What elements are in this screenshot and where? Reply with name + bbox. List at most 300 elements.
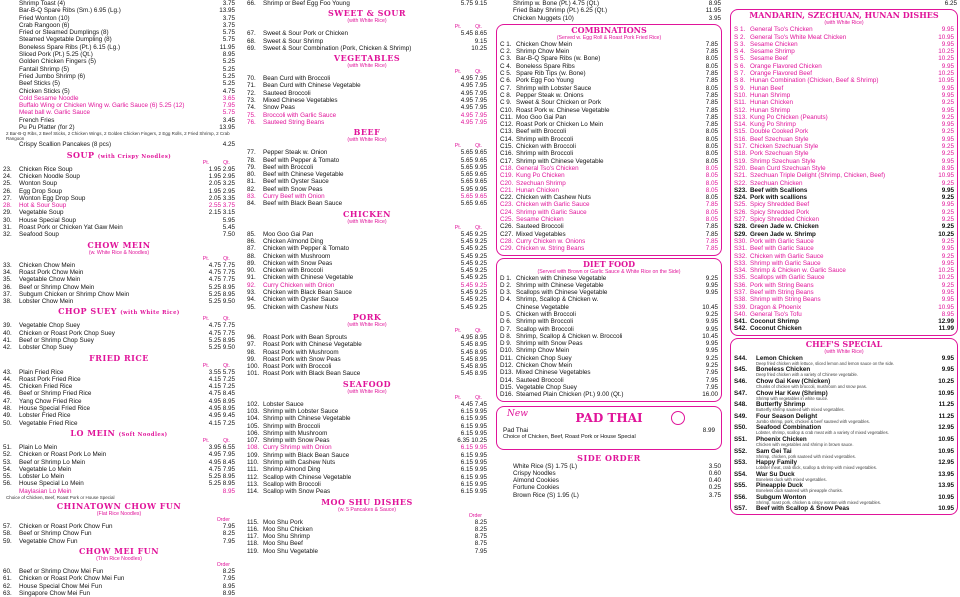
item-price: 7.85 [705,230,718,238]
item-name: Roast Pork with Snow Peas [263,355,341,363]
item-price: 4.75 7.75 [208,261,235,269]
item-price: 5.45 8.95 [460,348,487,356]
item-price: 4.95 7.95 [460,118,487,126]
menu-item [0,405,238,412]
item-name: Shrimp with Mushroom [263,429,328,437]
menu-item [0,583,238,590]
item-num: S28. [734,223,747,231]
item-name: Beef with Broccoli [516,128,567,136]
item-num: 32. [3,231,12,239]
item-num: 83. [247,193,256,201]
item-price: 5.25 [222,80,235,88]
item-price: 4.95 7.95 [460,82,487,90]
menu-item [731,318,957,325]
item-price: 9.95 [941,296,954,304]
item-num: 58. [3,530,12,538]
chow-mein-list [0,262,238,306]
item-price: 7.85 [705,106,718,114]
item-num: C27. [500,230,514,238]
item-name: Vegetable Chow Mein [19,276,81,284]
item-price: 3.45 [222,116,235,124]
item-name: Happy Family [756,459,797,467]
item-name: Curry Chicken with Onion [263,281,335,289]
section-heading-combinations: COMBINATIONS [571,24,647,35]
item-name: Boneless Chicken [756,366,811,374]
menu-item [731,85,957,92]
item-name: Sesame Beef [750,55,788,63]
item-num: 48. [3,405,12,413]
menu-item [497,311,721,318]
item-price: 9.25 [941,237,954,245]
item-price: 13.95 [219,7,235,15]
item-name: Vegetable Chow Fun [19,537,78,545]
item-price: 9.25 [941,252,954,260]
item-name: Steamed Plain Chicken (Pt.) 9.00 (Qt.) [516,391,624,399]
item-price: 9.25 [705,362,718,370]
item-price: 7.85 [705,99,718,107]
item-price: 7.85 [705,113,718,121]
item-price: 5.45 8.95 [460,363,487,371]
item-num: S42. [734,325,747,333]
item-name: Singapore Chow Mei Fun [19,589,91,597]
item-name: Roast Pork or Chicken Yat Gaw Mein [19,224,123,232]
side-order-list [494,463,724,499]
item-description: Shrimp with vegetables in white sauce. [756,395,829,401]
item-price: 5.45 9.25 [460,245,487,253]
item-num: D16. [500,391,514,399]
item-name: Seafood Soup [19,231,59,239]
item-name: Chicken with Chinese Vegetable [516,274,607,282]
item-name: Wonton Soup [19,180,58,188]
menu-item [731,136,957,143]
item-description: Boneless duck sauteed with pineapple chunks. [756,488,843,494]
item-price: 7.95 [222,523,235,531]
menu-item [244,164,490,171]
item-num: C10. [500,106,514,114]
item-price: 3.75 [222,21,235,29]
menu-item [731,63,957,70]
item-price: 16.00 [702,391,718,399]
item-price: 7.85 [705,223,718,231]
menu-item [0,383,238,390]
menu-item [0,473,238,480]
mandarin-list [731,26,957,332]
item-num: 74. [247,104,256,112]
item-price: 10.95 [938,172,954,180]
item-num: 60. [3,567,12,575]
menu-item: Pad Thai 8.99 [503,426,715,434]
menu-item [497,121,721,128]
item-price: 11.25 [938,401,954,409]
pork-list [244,334,490,378]
item-price: 10.95 [938,447,954,455]
item-name: Moo Goo Gai Pan [516,113,567,121]
item-price: 5.75 [222,109,235,117]
item-price: 5.45 9.25 [460,267,487,275]
item-price: 7.95 [705,369,718,377]
sweet-sour-list [244,30,490,52]
item-num: 53. [3,458,12,466]
item-price: 5.45 9.25 [460,303,487,311]
item-num: 55. [3,473,12,481]
menu-item [731,223,957,230]
item-price: 10.25 [938,377,954,385]
item-name: Lobster Fried Rice [19,412,71,420]
item-price: 11.95 [705,7,721,15]
item-num: C15. [500,143,514,151]
menu-item [244,540,490,547]
item-name: Hunan Shrimp [750,106,791,114]
item-name: Scallops with Garlic Sauce [750,274,825,282]
item-price: 2.15 3.15 [208,209,235,217]
menu-item [497,355,721,362]
size-header: Pt. Qt. [454,24,482,31]
item-price: 8.05 [705,128,718,136]
item-num: S48. [734,401,747,409]
item-price: 4.95 7.95 [208,451,235,459]
item-num: 24. [3,172,12,180]
item-num: S44. [734,354,747,362]
item-name: Shrimp with Broccoli [516,135,574,143]
item-price: 4.15 7.25 [208,383,235,391]
item-num: 34. [3,268,12,276]
item-num: S34. [734,267,747,275]
item-name: Shrimp with Chinese Vegetable [516,281,604,289]
menu-item [244,157,490,164]
item-num: S 1. [734,26,746,34]
item-name: Coconut Chicken [750,325,802,333]
menu-item [0,322,238,329]
menu-item [731,180,957,187]
item-num: S33. [734,259,747,267]
vegetables-list [244,75,490,126]
item-name: Vegetable Fried Rice [19,419,78,427]
menu-item [0,109,238,116]
item-num: D 1. [500,274,512,282]
item-description: Jumbo shrimp, pork, chicken & beef sauteed with vegetables. [756,418,870,424]
menu-item [0,58,238,65]
item-name: Beef with Pepper & Tomato [263,156,340,164]
item-price: 4.95 7.95 [460,75,487,83]
item-price: 6.15 9.95 [460,429,487,437]
item-num: S10. [734,91,747,99]
menu-item [0,466,238,473]
item-num: D14. [500,376,514,384]
item-name: Kung Po Chicken [516,172,565,180]
menu-item [0,217,238,224]
item-price: 7.85 [705,70,718,78]
item-num: C 7. [500,84,512,92]
item-name: Shrimp Toast (4) [19,0,66,7]
item-num: C17. [500,157,514,165]
item-name: Boneless Spare Ribs (Pt.) 6.15 (Lg.) [19,43,121,51]
item-price: 11.25 [938,412,954,420]
section-subhead: (w. White Rice & Noodles) [88,249,150,256]
item-description: Shrimp, chicken, pork sauteed with mixed vegetables. [756,453,856,459]
item-price: 5.95 [222,216,235,224]
item-price: 9.95 [941,186,954,194]
menu-item [0,480,238,487]
item-name: Sweet & Sour Pork or Chicken [263,30,349,38]
menu-item [0,173,238,180]
item-price: 8.05 [705,172,718,180]
menu-item [497,275,721,282]
item-num: 43. [3,368,12,376]
item-name: Beef or Shrimp Chow Mei Fun [19,567,104,575]
item-num: 90. [247,267,256,275]
item-name: Curry Beef with Onion [263,193,325,201]
menu-item [0,420,238,427]
item-name: Shrimp with Broccoli [263,422,321,430]
menu-item [244,186,490,193]
menu-item [494,477,724,484]
item-num: C 8. [500,91,512,99]
menu-item [497,41,721,48]
menu-item [731,245,957,252]
item-name: Hunan Chicken [516,186,560,194]
item-num: 63. [3,589,12,597]
item-name: Moo Shu Pork [263,518,303,526]
menu-item [244,178,490,185]
menu-item [497,165,721,172]
item-num: D10. [500,347,514,355]
item-num: C22. [500,194,514,202]
menu-item [494,470,724,477]
item-name: Scallop with Broccoli [516,325,574,333]
item-num: 28. [3,202,12,210]
item-name: Shrimp with Broccoli [516,318,574,326]
item-name: Beef with Scallions [750,186,808,194]
item-price: 3.65 [222,94,235,102]
item-num: 82. [247,185,256,193]
item-num: S 5. [734,55,746,63]
item-num: 103. [247,407,260,415]
item-num: C12. [500,121,514,129]
menu-item [244,38,490,45]
item-description: Butterfly shrimp sauteed with mixed vegetables. [756,407,845,413]
item-price: 5.45 9.25 [460,281,487,289]
item-num: S39. [734,303,747,311]
item-name: Boneless Spare Ribs [516,62,575,70]
item-price: 8.05 [705,84,718,92]
item-price: 7.95 [222,575,235,583]
item-num: S18. [734,150,747,158]
menu-item [497,187,721,194]
item-num: S50. [734,424,747,432]
item-name: Vegetable Chop Suey [19,322,80,330]
item-price: 8.25 [222,530,235,538]
item-num: 98. [247,348,256,356]
item-price: 9.25 [705,310,718,318]
item-name: Double Cooked Pork [750,128,809,136]
menu-item [497,180,721,187]
item-price: 9.95 [705,347,718,355]
size-header: Pt. Qt. [454,224,482,231]
item-name: Beef with Scallop & Snow Peas [756,505,850,513]
item-price: 8.05 [705,164,718,172]
section-subhead: (with White Rice) [347,388,387,395]
item-price: 8.05 [705,216,718,224]
menu-item [0,444,238,451]
item-price: 12.95 [938,424,954,432]
item-num: 95. [247,303,256,311]
item-price: 5.45 [222,224,235,232]
item-price: 5.45 9.25 [460,259,487,267]
item-name: Chicken Chop Suey [516,354,572,362]
item-num: S29. [734,230,747,238]
item-price: 7.95 [222,102,235,110]
item-name: Shrimp, Scallop & Chicken w. [516,296,599,304]
menu-item [244,304,490,311]
item-num: D15. [500,383,514,391]
item-num: 47. [3,397,12,405]
item-name: Shrimp w. Bone (Pt.) 4.75 (Qt.) [513,0,600,7]
item-name: Chicken with Broccoli [263,267,323,275]
item-num: S53. [734,459,747,467]
item-price: 4.75 7.75 [208,276,235,284]
menu-item [244,341,490,348]
item-price: 5.45 9.25 [460,252,487,260]
item-price: 8.95 [941,164,954,172]
item-price: 9.95 [941,201,954,209]
item-price: 9.25 [941,179,954,187]
menu-item [244,104,490,111]
item-price: 9.95 [941,259,954,267]
menu-item [0,102,238,109]
item-num: D 7. [500,325,512,333]
menu-item [494,492,724,499]
item-name: Green Jade w. Shrimp [750,230,816,238]
item-num: 71. [247,82,256,90]
item-num: C19. [500,172,514,180]
section-subhead: (with White Rice) [347,63,387,70]
item-num: 54. [3,465,12,473]
item-num: S 8. [734,77,746,85]
menu-item [497,128,721,135]
pad-thai-note: Choice of Chicken, Beef, Roast Pork or House Special [503,433,636,440]
item-name: Fried Baby Shrimp (Pt.) 6.25 (Qt.) [513,7,608,15]
mei-fun-list [0,568,238,597]
item-name: Moo Shu Beef [263,540,303,548]
item-price: 5.75 [222,36,235,44]
item-num: 94. [247,296,256,304]
item-num: 91. [247,274,256,282]
item-price: 9.25 [941,99,954,107]
item-price: 6.15 9.95 [460,407,487,415]
section-heading-chow-mein: CHOW MEIN [87,239,151,250]
item-name: Sweet & Sour Chicken or Pork [516,99,602,107]
item-price: 9.25 [941,223,954,231]
menu-item [0,575,238,582]
menu-item [731,107,957,114]
item-num: 25. [3,180,12,188]
item-name: Plain Fried Rice [19,368,64,376]
menu-item [244,231,490,238]
item-name: Shrimp with Broccoli [516,150,574,158]
item-num: S27. [734,216,747,224]
menu-item [497,216,721,223]
menu-item [494,15,724,22]
item-price: 1.95 2.95 [208,172,235,180]
item-num: C28. [500,237,514,245]
menu-item [244,238,490,245]
menu-item [244,488,490,495]
item-price: 2.05 3.35 [208,194,235,202]
item-num: 84. [247,200,256,208]
item-num: S17. [734,143,747,151]
item-num: 105. [247,422,260,430]
menu-item [0,29,238,36]
item-price: 5.65 9.95 [460,163,487,171]
menu-item [497,48,721,55]
item-price: 7.50 [222,231,235,239]
item-num: S11. [734,99,747,107]
item-description: Lobster meat, crab stick, scallop & shrimp with mixed vegetables. [756,465,878,471]
menu-item [494,484,724,491]
item-name: Shrimp Chow Mein [516,48,570,56]
menu-item [731,92,957,99]
item-name: Crispy Noodles [513,469,556,477]
menu-item [494,0,724,7]
item-num: 33. [3,261,12,269]
menu-item [731,77,957,84]
item-price: 10.25 [471,44,487,52]
menu-item [731,296,957,303]
item-price: 10.25 [938,267,954,275]
item-name: Yang Chow Fried Rice [19,397,82,405]
item-price: 9.25 [941,113,954,121]
item-num: 30. [3,216,12,224]
beef-list [244,149,490,207]
menu-item [497,223,721,230]
section-heading-soup: SOUP (with Crispy Noodles) [66,149,172,160]
section-subhead: (with White Rice) [824,20,864,27]
item-name: House Special Lo Mein [19,480,84,488]
item-price: 10.45 [702,303,718,311]
item-price: 1.95 2.95 [208,165,235,173]
column-3 [494,0,724,540]
chef-special-list [731,355,957,513]
item-num: 107. [247,437,260,445]
item-num: 119. [247,547,259,555]
item-price: 8.05 [705,55,718,63]
item-num: S 2. [734,33,746,41]
item-name: Orange Flavored Chicken [750,62,822,70]
item-num: 110. [247,459,259,467]
item-num: 112. [247,473,259,481]
item-num: C 1. [500,40,512,48]
section-subhead: (Flat Rice Noodles) [96,511,142,518]
item-name: Pork with Garlic Sauce [750,237,814,245]
menu-item [731,194,957,201]
item-name: Chicken w. String Beans [516,245,585,253]
section-heading-mandarin: MANDARIN, SZECHUAN, HUNAN DISHES [749,10,939,21]
section-heading-lo-mein: LO MEIN (Soft Noodles) [70,427,168,438]
menu-item [0,15,238,22]
item-num: C26. [500,223,514,231]
item-name: Chicken with Chinese Vegetable [263,274,354,282]
section-subhead: (Served w. Egg Roll & Roast Pork Fried Rice) [556,34,662,41]
item-num: 113. [247,480,259,488]
item-name: French Fries [19,116,55,124]
item-price: 10.25 [938,48,954,56]
item-num: 59. [3,537,12,545]
item-name: Shrimp with Lobster Sauce [516,84,592,92]
item-name: Shrimp with Black Bean Sauce [263,451,350,459]
item-num: S21. [734,172,747,180]
column-2 [244,0,490,555]
menu-item [0,80,238,87]
